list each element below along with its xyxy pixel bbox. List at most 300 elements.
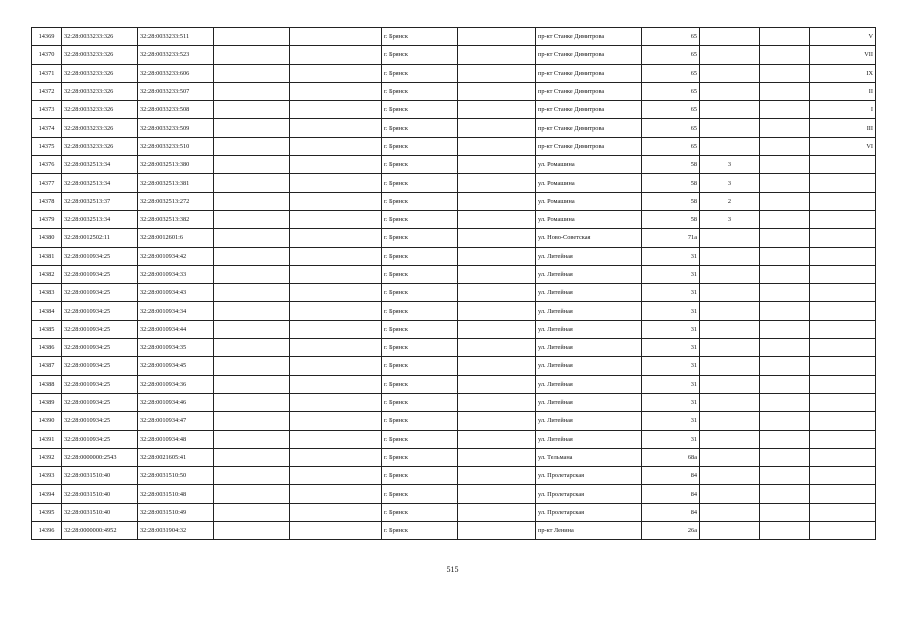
street-cell: ул. Ромашина bbox=[536, 192, 642, 210]
object-number-cell: 32:28:0010934:47 bbox=[138, 412, 214, 430]
object-number-cell: 32:28:0010934:48 bbox=[138, 430, 214, 448]
city-cell: г. Брянск bbox=[382, 503, 458, 521]
empty-cell bbox=[214, 448, 290, 466]
object-number-cell: 32:28:0032513:382 bbox=[138, 210, 214, 228]
object-number-cell: 32:28:0010934:33 bbox=[138, 265, 214, 283]
street-cell: пр-кт Станке Димитрова bbox=[536, 28, 642, 46]
empty-cell bbox=[760, 247, 810, 265]
row-number-cell: 14387 bbox=[32, 357, 62, 375]
house-number-cell: 31 bbox=[642, 320, 700, 338]
street-cell: ул. Литейная bbox=[536, 393, 642, 411]
parcel-number-cell: 32:28:0010934:25 bbox=[62, 284, 138, 302]
house-number-cell: 65 bbox=[642, 137, 700, 155]
table-row bbox=[32, 320, 876, 338]
table-row bbox=[32, 284, 876, 302]
empty-cell bbox=[760, 485, 810, 503]
empty-cell bbox=[760, 357, 810, 375]
city-cell: г. Брянск bbox=[382, 137, 458, 155]
empty-cell bbox=[290, 467, 382, 485]
empty-cell bbox=[214, 210, 290, 228]
table-row bbox=[32, 229, 876, 247]
object-number-cell: 32:28:0010934:36 bbox=[138, 375, 214, 393]
empty-cell bbox=[458, 302, 536, 320]
empty-cell bbox=[760, 393, 810, 411]
parcel-number-cell: 32:28:0010934:25 bbox=[62, 339, 138, 357]
building-cell bbox=[700, 247, 760, 265]
building-cell bbox=[700, 119, 760, 137]
building-cell bbox=[700, 339, 760, 357]
empty-cell bbox=[458, 393, 536, 411]
street-cell: ул. Литейная bbox=[536, 284, 642, 302]
house-number-cell: 58 bbox=[642, 210, 700, 228]
row-number-cell: 14385 bbox=[32, 320, 62, 338]
house-number-cell: 84 bbox=[642, 503, 700, 521]
empty-cell bbox=[214, 302, 290, 320]
building-cell: 3 bbox=[700, 156, 760, 174]
empty-cell bbox=[290, 393, 382, 411]
building-cell bbox=[700, 137, 760, 155]
empty-cell bbox=[458, 82, 536, 100]
premises-cell bbox=[810, 247, 876, 265]
empty-cell bbox=[214, 522, 290, 540]
building-cell bbox=[700, 448, 760, 466]
empty-cell bbox=[290, 137, 382, 155]
building-cell bbox=[700, 503, 760, 521]
parcel-number-cell: 32:28:0010934:25 bbox=[62, 375, 138, 393]
street-cell: ул. Литейная bbox=[536, 357, 642, 375]
building-cell: 3 bbox=[700, 210, 760, 228]
street-cell: ул. Ромашина bbox=[536, 156, 642, 174]
premises-cell bbox=[810, 320, 876, 338]
empty-cell bbox=[290, 522, 382, 540]
empty-cell bbox=[290, 485, 382, 503]
empty-cell bbox=[214, 119, 290, 137]
city-cell: г. Брянск bbox=[382, 28, 458, 46]
empty-cell bbox=[458, 174, 536, 192]
table-row bbox=[32, 412, 876, 430]
empty-cell bbox=[214, 485, 290, 503]
empty-cell bbox=[290, 503, 382, 521]
parcel-number-cell: 32:28:0010934:25 bbox=[62, 265, 138, 283]
city-cell: г. Брянск bbox=[382, 448, 458, 466]
building-cell bbox=[700, 522, 760, 540]
object-number-cell: 32:28:0033233:507 bbox=[138, 82, 214, 100]
empty-cell bbox=[458, 265, 536, 283]
building-cell bbox=[700, 430, 760, 448]
premises-cell: II bbox=[810, 82, 876, 100]
premises-cell: VII bbox=[810, 46, 876, 64]
row-number-cell: 14382 bbox=[32, 265, 62, 283]
street-cell: ул. Пролетарская bbox=[536, 467, 642, 485]
empty-cell bbox=[458, 247, 536, 265]
empty-cell bbox=[214, 137, 290, 155]
parcel-number-cell: 32:28:0010934:25 bbox=[62, 302, 138, 320]
street-cell: ул. Пролетарская bbox=[536, 485, 642, 503]
object-number-cell: 32:28:0010934:42 bbox=[138, 247, 214, 265]
row-number-cell: 14393 bbox=[32, 467, 62, 485]
table-row bbox=[32, 137, 876, 155]
building-cell bbox=[700, 101, 760, 119]
street-cell: ул. Ромашина bbox=[536, 174, 642, 192]
premises-cell bbox=[810, 229, 876, 247]
street-cell: ул. Литейная bbox=[536, 247, 642, 265]
premises-cell bbox=[810, 210, 876, 228]
building-cell: 3 bbox=[700, 174, 760, 192]
city-cell: г. Брянск bbox=[382, 64, 458, 82]
empty-cell bbox=[458, 522, 536, 540]
row-number-cell: 14377 bbox=[32, 174, 62, 192]
table-row bbox=[32, 156, 876, 174]
empty-cell bbox=[214, 247, 290, 265]
empty-cell bbox=[458, 210, 536, 228]
premises-cell bbox=[810, 339, 876, 357]
table-row bbox=[32, 357, 876, 375]
row-number-cell: 14371 bbox=[32, 64, 62, 82]
building-cell bbox=[700, 229, 760, 247]
row-number-cell: 14395 bbox=[32, 503, 62, 521]
empty-cell bbox=[760, 467, 810, 485]
row-number-cell: 14378 bbox=[32, 192, 62, 210]
empty-cell bbox=[458, 64, 536, 82]
parcel-number-cell: 32:28:0032513:37 bbox=[62, 192, 138, 210]
house-number-cell: 58 bbox=[642, 192, 700, 210]
house-number-cell: 31 bbox=[642, 339, 700, 357]
empty-cell bbox=[760, 284, 810, 302]
object-number-cell: 32:28:0033233:606 bbox=[138, 64, 214, 82]
empty-cell bbox=[290, 192, 382, 210]
city-cell: г. Брянск bbox=[382, 375, 458, 393]
premises-cell bbox=[810, 375, 876, 393]
object-number-cell: 32:28:0033233:508 bbox=[138, 101, 214, 119]
premises-cell: V bbox=[810, 28, 876, 46]
house-number-cell: 58 bbox=[642, 156, 700, 174]
row-number-cell: 14383 bbox=[32, 284, 62, 302]
table-row bbox=[32, 448, 876, 466]
empty-cell bbox=[214, 156, 290, 174]
premises-cell bbox=[810, 412, 876, 430]
table-row bbox=[32, 247, 876, 265]
empty-cell bbox=[760, 265, 810, 283]
empty-cell bbox=[290, 64, 382, 82]
street-cell: пр-кт Станке Димитрова bbox=[536, 137, 642, 155]
empty-cell bbox=[760, 210, 810, 228]
street-cell: пр-кт Станке Димитрова bbox=[536, 82, 642, 100]
row-number-cell: 14384 bbox=[32, 302, 62, 320]
table-row bbox=[32, 265, 876, 283]
empty-cell bbox=[290, 357, 382, 375]
table-row bbox=[32, 64, 876, 82]
parcel-number-cell: 32:28:0033233:326 bbox=[62, 64, 138, 82]
building-cell bbox=[700, 284, 760, 302]
city-cell: г. Брянск bbox=[382, 339, 458, 357]
empty-cell bbox=[760, 46, 810, 64]
empty-cell bbox=[760, 503, 810, 521]
empty-cell bbox=[214, 503, 290, 521]
house-number-cell: 84 bbox=[642, 467, 700, 485]
street-cell: ул. Пролетарская bbox=[536, 503, 642, 521]
empty-cell bbox=[760, 156, 810, 174]
house-number-cell: 65 bbox=[642, 101, 700, 119]
row-number-cell: 14380 bbox=[32, 229, 62, 247]
empty-cell bbox=[290, 46, 382, 64]
city-cell: г. Брянск bbox=[382, 320, 458, 338]
empty-cell bbox=[458, 137, 536, 155]
street-cell: пр-кт Станке Димитрова bbox=[536, 119, 642, 137]
row-number-cell: 14379 bbox=[32, 210, 62, 228]
empty-cell bbox=[290, 174, 382, 192]
parcel-number-cell: 32:28:0033233:326 bbox=[62, 46, 138, 64]
row-number-cell: 14372 bbox=[32, 82, 62, 100]
city-cell: г. Брянск bbox=[382, 247, 458, 265]
empty-cell bbox=[214, 229, 290, 247]
table-row bbox=[32, 393, 876, 411]
empty-cell bbox=[760, 64, 810, 82]
premises-cell bbox=[810, 174, 876, 192]
premises-cell bbox=[810, 485, 876, 503]
street-cell: пр-кт Ленина bbox=[536, 522, 642, 540]
row-number-cell: 14376 bbox=[32, 156, 62, 174]
empty-cell bbox=[290, 265, 382, 283]
city-cell: г. Брянск bbox=[382, 229, 458, 247]
empty-cell bbox=[760, 192, 810, 210]
table-row bbox=[32, 210, 876, 228]
table-row bbox=[32, 430, 876, 448]
house-number-cell: 31 bbox=[642, 430, 700, 448]
table-row bbox=[32, 467, 876, 485]
empty-cell bbox=[214, 101, 290, 119]
table-row bbox=[32, 302, 876, 320]
street-cell: ул. Литейная bbox=[536, 302, 642, 320]
table-row bbox=[32, 28, 876, 46]
parcel-number-cell: 32:28:0010934:25 bbox=[62, 357, 138, 375]
house-number-cell: 84 bbox=[642, 485, 700, 503]
parcel-number-cell: 32:28:0031510:40 bbox=[62, 503, 138, 521]
street-cell: ул. Литейная bbox=[536, 412, 642, 430]
building-cell bbox=[700, 28, 760, 46]
empty-cell bbox=[290, 119, 382, 137]
row-number-cell: 14388 bbox=[32, 375, 62, 393]
row-number-cell: 14389 bbox=[32, 393, 62, 411]
street-cell: ул. Литейная bbox=[536, 339, 642, 357]
table-row bbox=[32, 503, 876, 521]
city-cell: г. Брянск bbox=[382, 101, 458, 119]
empty-cell bbox=[760, 229, 810, 247]
city-cell: г. Брянск bbox=[382, 393, 458, 411]
building-cell bbox=[700, 320, 760, 338]
empty-cell bbox=[760, 82, 810, 100]
empty-cell bbox=[458, 412, 536, 430]
empty-cell bbox=[214, 192, 290, 210]
empty-cell bbox=[290, 101, 382, 119]
premises-cell bbox=[810, 430, 876, 448]
row-number-cell: 14369 bbox=[32, 28, 62, 46]
house-number-cell: 31 bbox=[642, 247, 700, 265]
table-row bbox=[32, 174, 876, 192]
empty-cell bbox=[760, 339, 810, 357]
empty-cell bbox=[458, 156, 536, 174]
parcel-number-cell: 32:28:0000000:4952 bbox=[62, 522, 138, 540]
house-number-cell: 31 bbox=[642, 265, 700, 283]
table-row bbox=[32, 375, 876, 393]
premises-cell bbox=[810, 393, 876, 411]
city-cell: г. Брянск bbox=[382, 430, 458, 448]
house-number-cell: 26а bbox=[642, 522, 700, 540]
empty-cell bbox=[760, 522, 810, 540]
city-cell: г. Брянск bbox=[382, 522, 458, 540]
building-cell bbox=[700, 82, 760, 100]
house-number-cell: 31 bbox=[642, 393, 700, 411]
parcel-number-cell: 32:28:0032513:34 bbox=[62, 174, 138, 192]
empty-cell bbox=[458, 467, 536, 485]
object-number-cell: 32:28:0010934:45 bbox=[138, 357, 214, 375]
parcel-number-cell: 32:28:0031510:40 bbox=[62, 467, 138, 485]
city-cell: г. Брянск bbox=[382, 46, 458, 64]
empty-cell bbox=[290, 210, 382, 228]
parcel-number-cell: 32:28:0010934:25 bbox=[62, 430, 138, 448]
parcel-number-cell: 32:28:0033233:326 bbox=[62, 119, 138, 137]
building-cell bbox=[700, 393, 760, 411]
parcel-number-cell: 32:28:0033233:326 bbox=[62, 137, 138, 155]
object-number-cell: 32:28:0012601:6 bbox=[138, 229, 214, 247]
street-cell: ул. Ново-Советская bbox=[536, 229, 642, 247]
house-number-cell: 65 bbox=[642, 64, 700, 82]
house-number-cell: 65 bbox=[642, 46, 700, 64]
table-row bbox=[32, 101, 876, 119]
object-number-cell: 32:28:0033233:509 bbox=[138, 119, 214, 137]
parcel-number-cell: 32:28:0010934:25 bbox=[62, 412, 138, 430]
house-number-cell: 71а bbox=[642, 229, 700, 247]
empty-cell bbox=[214, 375, 290, 393]
city-cell: г. Брянск bbox=[382, 265, 458, 283]
row-number-cell: 14375 bbox=[32, 137, 62, 155]
empty-cell bbox=[458, 192, 536, 210]
empty-cell bbox=[214, 430, 290, 448]
empty-cell bbox=[290, 320, 382, 338]
house-number-cell: 65 bbox=[642, 82, 700, 100]
empty-cell bbox=[458, 448, 536, 466]
premises-cell bbox=[810, 448, 876, 466]
empty-cell bbox=[290, 28, 382, 46]
city-cell: г. Брянск bbox=[382, 119, 458, 137]
empty-cell bbox=[458, 503, 536, 521]
row-number-cell: 14391 bbox=[32, 430, 62, 448]
empty-cell bbox=[214, 467, 290, 485]
empty-cell bbox=[760, 375, 810, 393]
city-cell: г. Брянск bbox=[382, 174, 458, 192]
premises-cell: IX bbox=[810, 64, 876, 82]
building-cell bbox=[700, 485, 760, 503]
city-cell: г. Брянск bbox=[382, 467, 458, 485]
empty-cell bbox=[214, 393, 290, 411]
object-number-cell: 32:28:0033233:511 bbox=[138, 28, 214, 46]
house-number-cell: 31 bbox=[642, 284, 700, 302]
empty-cell bbox=[458, 119, 536, 137]
street-cell: ул. Литейная bbox=[536, 375, 642, 393]
empty-cell bbox=[290, 82, 382, 100]
building-cell bbox=[700, 412, 760, 430]
empty-cell bbox=[760, 412, 810, 430]
street-cell: пр-кт Станке Димитрова bbox=[536, 64, 642, 82]
city-cell: г. Брянск bbox=[382, 82, 458, 100]
empty-cell bbox=[458, 28, 536, 46]
building-cell bbox=[700, 467, 760, 485]
empty-cell bbox=[290, 339, 382, 357]
street-cell: ул. Тельмана bbox=[536, 448, 642, 466]
empty-cell bbox=[458, 485, 536, 503]
table-row bbox=[32, 46, 876, 64]
empty-cell bbox=[458, 339, 536, 357]
object-number-cell: 32:28:0010934:35 bbox=[138, 339, 214, 357]
empty-cell bbox=[458, 229, 536, 247]
table-row bbox=[32, 82, 876, 100]
parcel-number-cell: 32:28:0012502:11 bbox=[62, 229, 138, 247]
street-cell: ул. Литейная bbox=[536, 430, 642, 448]
object-number-cell: 32:28:0033233:523 bbox=[138, 46, 214, 64]
empty-cell bbox=[290, 412, 382, 430]
row-number-cell: 14381 bbox=[32, 247, 62, 265]
object-number-cell: 32:28:0010934:43 bbox=[138, 284, 214, 302]
empty-cell bbox=[760, 320, 810, 338]
parcel-number-cell: 32:28:0000000:2543 bbox=[62, 448, 138, 466]
empty-cell bbox=[214, 46, 290, 64]
parcel-number-cell: 32:28:0010934:25 bbox=[62, 393, 138, 411]
house-number-cell: 68а bbox=[642, 448, 700, 466]
row-number-cell: 14392 bbox=[32, 448, 62, 466]
premises-cell bbox=[810, 357, 876, 375]
building-cell bbox=[700, 46, 760, 64]
street-cell: ул. Литейная bbox=[536, 265, 642, 283]
table-row bbox=[32, 339, 876, 357]
parcel-number-cell: 32:28:0032513:34 bbox=[62, 210, 138, 228]
building-cell bbox=[700, 357, 760, 375]
empty-cell bbox=[290, 229, 382, 247]
empty-cell bbox=[458, 46, 536, 64]
empty-cell bbox=[760, 448, 810, 466]
page-number: 515 bbox=[446, 565, 459, 574]
city-cell: г. Брянск bbox=[382, 485, 458, 503]
object-number-cell: 32:28:0010934:46 bbox=[138, 393, 214, 411]
table-body bbox=[32, 28, 876, 540]
object-number-cell: 32:28:0031510:49 bbox=[138, 503, 214, 521]
house-number-cell: 31 bbox=[642, 412, 700, 430]
building-cell bbox=[700, 265, 760, 283]
empty-cell bbox=[458, 284, 536, 302]
row-number-cell: 14390 bbox=[32, 412, 62, 430]
house-number-cell: 65 bbox=[642, 119, 700, 137]
empty-cell bbox=[290, 156, 382, 174]
house-number-cell: 31 bbox=[642, 375, 700, 393]
house-number-cell: 65 bbox=[642, 28, 700, 46]
building-cell: 2 bbox=[700, 192, 760, 210]
city-cell: г. Брянск bbox=[382, 156, 458, 174]
empty-cell bbox=[214, 28, 290, 46]
object-number-cell: 32:28:0010934:44 bbox=[138, 320, 214, 338]
row-number-cell: 14373 bbox=[32, 101, 62, 119]
empty-cell bbox=[458, 320, 536, 338]
premises-cell bbox=[810, 522, 876, 540]
building-cell bbox=[700, 64, 760, 82]
empty-cell bbox=[214, 174, 290, 192]
premises-cell bbox=[810, 284, 876, 302]
parcel-number-cell: 32:28:0010934:25 bbox=[62, 247, 138, 265]
empty-cell bbox=[290, 247, 382, 265]
premises-cell: III bbox=[810, 119, 876, 137]
row-number-cell: 14374 bbox=[32, 119, 62, 137]
object-number-cell: 32:28:0033233:510 bbox=[138, 137, 214, 155]
empty-cell bbox=[290, 302, 382, 320]
table-row bbox=[32, 522, 876, 540]
empty-cell bbox=[458, 357, 536, 375]
